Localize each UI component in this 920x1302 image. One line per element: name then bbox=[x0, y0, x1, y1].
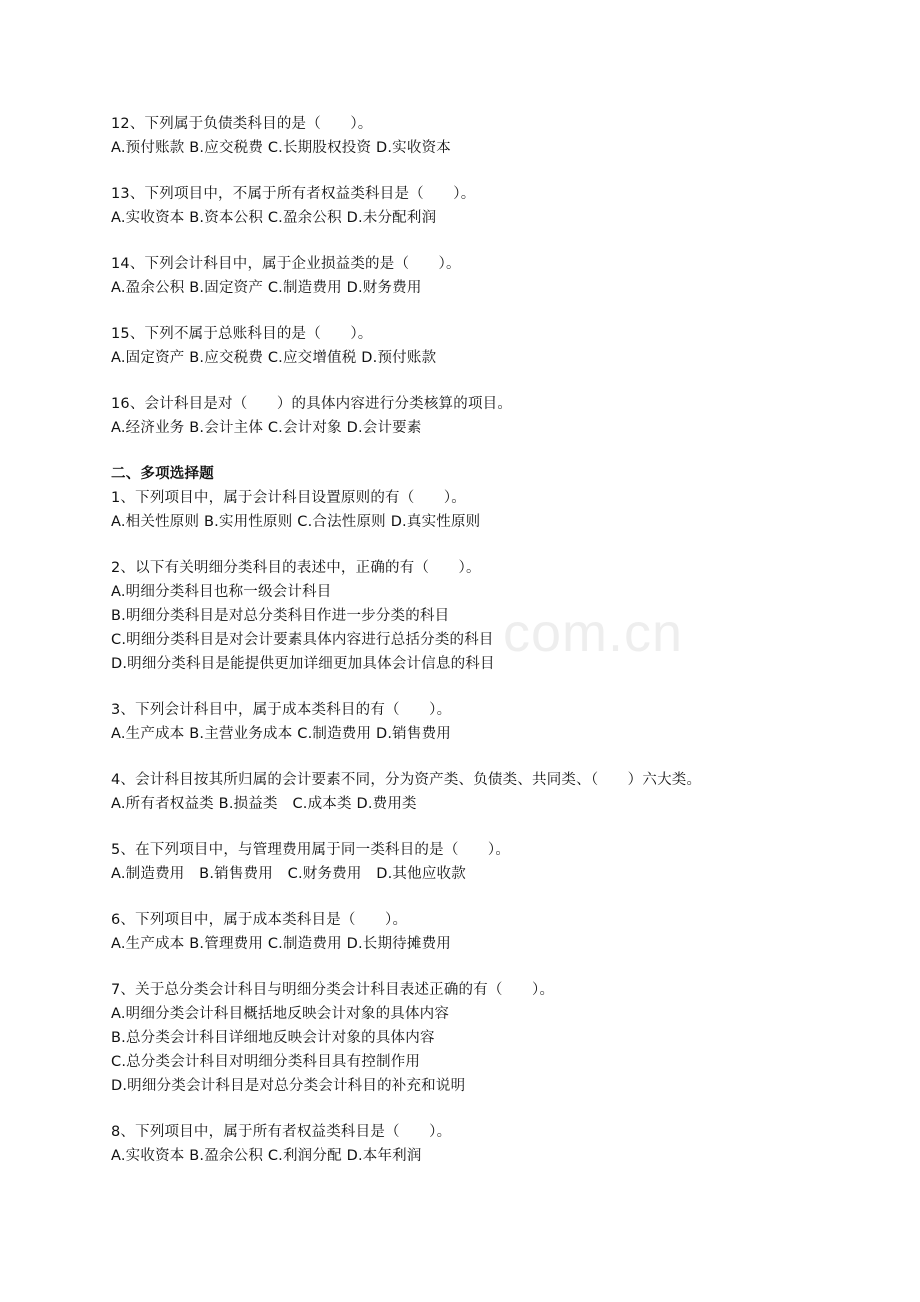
multi-option-2d: D.明细分类科目是能提供更加详细更加具体会计信息的科目 bbox=[111, 656, 495, 672]
question-15: 15、下列不属于总账科目的是（ ）。 bbox=[111, 326, 373, 342]
watermark: com.cn bbox=[503, 603, 684, 663]
multi-options-4: A.所有者权益类 B.损益类 C.成本类 D.费用类 bbox=[111, 796, 417, 812]
multi-question-6: 6、下列项目中，属于成本类科目是（ ）。 bbox=[111, 912, 408, 928]
multi-options-6: A.生产成本 B.管理费用 C.制造费用 D.长期待摊费用 bbox=[111, 936, 451, 952]
multi-options-1: A.相关性原则 B.实用性原则 C.合法性原则 D.真实性原则 bbox=[111, 514, 481, 530]
multi-question-3: 3、下列会计科目中，属于成本类科目的有（ ）。 bbox=[111, 702, 452, 718]
multi-question-2: 2、以下有关明细分类科目的表述中，正确的有（ ）。 bbox=[111, 560, 481, 576]
question-12: 12、下列属于负债类科目的是（ ）。 bbox=[111, 116, 373, 132]
multi-question-7: 7、关于总分类会计科目与明细分类会计科目表述正确的有（ ）。 bbox=[111, 982, 555, 998]
options-13: A.实收资本 B.资本公积 C.盈余公积 D.未分配利润 bbox=[111, 210, 437, 226]
multi-option-7b: B.总分类会计科目详细地反映会计对象的具体内容 bbox=[111, 1030, 435, 1046]
multi-option-7a: A.明细分类会计科目概括地反映会计对象的具体内容 bbox=[111, 1006, 450, 1022]
options-12: A.预付账款 B.应交税费 C.长期股权投资 D.实收资本 bbox=[111, 140, 451, 156]
multi-options-3: A.生产成本 B.主营业务成本 C.制造费用 D.销售费用 bbox=[111, 726, 451, 742]
multi-option-7d: D.明细分类会计科目是对总分类会计科目的补充和说明 bbox=[111, 1078, 466, 1094]
multi-question-1: 1、下列项目中，属于会计科目设置原则的有（ ）。 bbox=[111, 490, 466, 506]
question-16: 16、会计科目是对（ ）的具体内容进行分类核算的项目。 bbox=[111, 396, 513, 412]
multi-question-5: 5、在下列项目中，与管理费用属于同一类科目的是（ ）。 bbox=[111, 842, 511, 858]
multi-question-4: 4、会计科目按其所归属的会计要素不同，分为资产类、负债类、共同类、（ ）六大类。 bbox=[111, 772, 702, 788]
multi-option-2c: C.明细分类科目是对会计要素具体内容进行总括分类的科目 bbox=[111, 632, 494, 648]
multi-question-8: 8、下列项目中，属于所有者权益类科目是（ ）。 bbox=[111, 1124, 452, 1140]
options-16: A.经济业务 B.会计主体 C.会计对象 D.会计要素 bbox=[111, 420, 422, 436]
question-13: 13、下列项目中，不属于所有者权益类科目是（ ）。 bbox=[111, 186, 476, 202]
multi-option-2b: B.明细分类科目是对总分类科目作进一步分类的科目 bbox=[111, 608, 450, 624]
options-14: A.盈余公积 B.固定资产 C.制造费用 D.财务费用 bbox=[111, 280, 422, 296]
multi-option-7c: C.总分类会计科目对明细分类科目具有控制作用 bbox=[111, 1054, 421, 1070]
multi-options-8: A.实收资本 B.盈余公积 C.利润分配 D.本年利润 bbox=[111, 1148, 422, 1164]
section-heading: 二、多项选择题 bbox=[111, 466, 214, 482]
options-15: A.固定资产 B.应交税费 C.应交增值税 D.预付账款 bbox=[111, 350, 437, 366]
question-14: 14、下列会计科目中，属于企业损益类的是（ ）。 bbox=[111, 256, 461, 272]
multi-option-2a: A.明细分类科目也称一级会计科目 bbox=[111, 584, 332, 600]
multi-options-5: A.制造费用 B.销售费用 C.财务费用 D.其他应收款 bbox=[111, 866, 466, 882]
